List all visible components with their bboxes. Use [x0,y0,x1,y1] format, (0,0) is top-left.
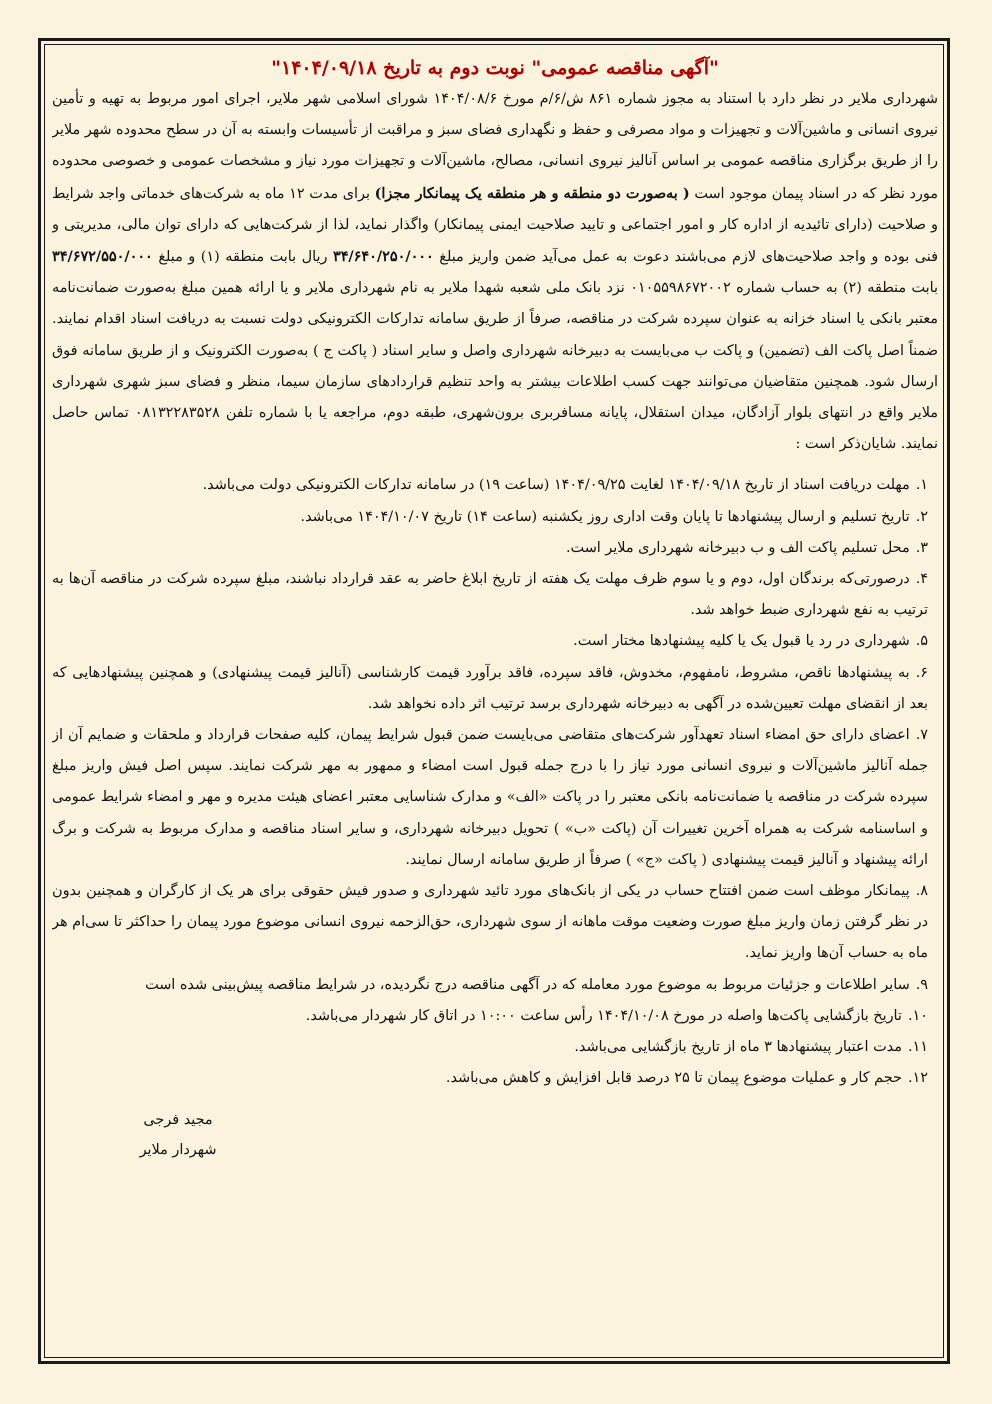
list-item [52,970,938,1001]
item-text: مدت اعتبار پیشنهادها ۳ ماه از تاریخ بازگشایی می‌باشد. [574,1039,902,1056]
intro-text-2: برای مدت ۱۲ ماه به شرکت‌های خدماتی واجد شرایط و صلاحیت (دارای تائیدیه از اداره کار و امور اجتماعی و تایید صلاحیت ایمنی پیمانکار) واگذار نماید، لذا از شرکت‌هایی که دارای توان مالی، مدیریتی و فنی بوده و واجد صلاحیت‌های لازم می‌باشند دعوت به عمل می‌آید ضمن واریز مبلغ [52,185,938,266]
list-item [52,1001,938,1032]
item-text: سایر اطلاعات و جزئیات مربوط به موضوع مورد معامله که در آگهی مناقصه درج نگردیده، در شرایط مناقصه پیش‌بینی شده است [145,976,910,993]
signer-name: مجید فرجی [143,1111,213,1128]
amount-region-1: ۳۴/۶۴۰/۲۵۰/۰۰۰ [332,248,434,266]
list-item [52,470,938,501]
list-item [52,876,938,970]
item-number: ۱۰. [907,1007,928,1024]
item-text: پیمانکار موظف است ضمن افتتاح حساب در یکی از بانک‌های مورد تائید شهرداری و صدور فیش حقوقی برای هر یک از کارگران و همچنین بدون در نظر گرفتن زمان واریز مبلغ صورت وضعیت موقت ماهانه از سوی شهرداری، حق‌الزحمه نیروی انسانی موضوع مورد پیمان را حداکثر تا سی‌ام هر ماه به حساب آن‌ها واریز نماید. [52,883,928,962]
intro-text-4: بابت منطقه (۲) به حساب شماره ۰۱۰۵۵۹۸۶۷۲۰۰۲ نزد بانک ملی شعبه شهدا ملایر به نام شهرداری ملایر و یا ارائه همین مبلغ به‌صورت ضمانت‌نامه معتبر بانکی یا اسناد خزانه به عنوان سپرده شرکت در مناقصه، صرفاً از طریق سامانه تدارکات الکترونیکی دولت نسبت به دریافت اسناد اقدام نمایند. ضمناً اصل پاکت الف (تضمین) و پاکت ب می‌بایست به دبیرخانه شهرداری واصل و سایر اسناد ( پاکت ج ) به‌صورت الکترونیک و از طریق سامانه فوق ارسال شود. همچنین متقاضیان می‌توانند جهت کسب اطلاعات بیشتر به واحد تنظیم قراردادهای سازمان سیما، منظر و فضای سبز شهری شهرداری ملایر واقع در انتهای بلوار آزادگان، میدان استقلال، پایانه مسافربری برون‌شهری، طبقه دوم، مراجعه یا با شماره تلفن ۰۸۱۳۲۲۸۳۵۲۸ تماس حاصل نمایند. شایان‌ذکر است : [52,280,938,453]
list-item [52,533,938,564]
signature-block [118,1105,238,1165]
amount-region-2: ۳۴/۶۷۲/۵۵۰/۰۰۰ [52,248,153,266]
item-text: تاریخ تسلیم و ارسال پیشنهادها تا پایان وقت اداری روز یکشنبه (ساعت ۱۴) تاریخ ۱۴۰۴/۱۰/۰۷ می‌باشد. [300,508,910,525]
item-text: مهلت دریافت اسناد از تاریخ ۱۴۰۴/۰۹/۱۸ لغایت ۱۴۰۴/۰۹/۲۵ (ساعت ۱۹) در سامانه تدارکات الکترونیکی دولت می‌باشد. [202,477,910,494]
item-number: ۵. [915,633,928,650]
intro-bold-note: ( به‌صورت دو منطقه و هر منطقه یک پیمانکار مجزا) [374,184,690,202]
item-number: ۹. [915,976,928,993]
list-item [52,658,938,720]
item-text: به پیشنهادها ناقص، مشروط، نامفهوم، مخدوش، فاقد سپرده، فاقد برآورد قیمت کارشناسی (آنالیز قیمت پیشنهادی) و همچنین پیشنهادهایی که بعد از انقضای مهلت تعیین‌شده در آگهی به دبیرخانه شهرداری برسد ترتیب اثر داده نخواهد شد. [52,664,928,712]
item-number: ۱۲. [907,1070,928,1087]
item-text: محل تسلیم پاکت الف و ب دبیرخانه شهرداری ملایر است. [565,539,910,556]
list-item [52,626,938,657]
notice-title: "آگهی مناقصه عمومی" نوبت دوم به تاریخ ۱۴۰۴/۰۹/۱۸" [271,57,719,79]
item-number: ۷. [915,727,928,744]
item-text: درصورتی‌که برندگان اول، دوم و یا سوم ظرف مهلت یک هفته از تاریخ ابلاغ حاضر به عقد قرارداد نباشند، مبلغ سپرده شرکت در مناقصه آن‌ها به ترتیب به نفع شهرداری ضبط خواهد شد. [52,571,928,619]
item-number: ۱۱. [907,1039,928,1056]
list-item [52,1032,938,1063]
item-number: ۴. [915,571,928,588]
item-text: شهرداری در رد یا قبول یک یا کلیه پیشنهادها مختار است. [573,633,910,650]
intro-paragraph [52,84,938,460]
intro-text-3: ریال بابت منطقه (۱) و مبلغ [158,249,328,266]
item-number: ۳. [915,539,928,556]
item-number: ۱. [915,477,928,494]
item-text: تاریخ بازگشایی پاکت‌ها واصله در مورخ ۱۴۰۴/۱۰/۰۸ رأس ساعت ۱۰:۰۰ در اتاق کار شهردار می‌باشد. [305,1007,902,1024]
list-item [52,502,938,533]
item-number: ۲. [915,508,928,525]
list-item [52,1063,938,1094]
tender-notice [52,50,938,1350]
signer-position: شهردار ملایر [139,1141,217,1158]
item-text: حجم کار و عملیات موضوع پیمان تا ۲۵ درصد قابل افزایش و کاهش می‌باشد. [445,1070,902,1087]
list-item [52,720,938,876]
list-item [52,564,938,626]
intro-text-1: شهرداری ملایر در نظر دارد با استناد به مجوز شماره ۸۶۱ ش/۶/م مورخ ۱۴۰۴/۰۸/۶ شورای اسلامی شهر ملایر، اجرای امور مربوط به تهیه و تأمین نیروی انسانی و ماشین‌آلات و تجهیزات و مواد مصرفی و حفظ و نگهداری فضای سبز و مراقبت از تأسیسات وابسته به آن در سطح محدوده شهر ملایر را از طریق برگزاری مناقصه عمومی بر اساس آنالیز نیروی انسانی، مصالح، ماشین‌آلات و تجهیزات مورد نیاز و مشخصات عمومی و خصوصی محدوده مورد نظر که در اسناد پیمان موجود است [52,91,938,202]
item-number: ۶. [915,664,928,681]
item-text: اعضای دارای حق امضاء اسناد تعهدآور شرکت‌های متقاضی می‌بایست ضمن قبول شرایط پیمان، کلیه صفحات قرارداد و ملحقات و ضمایم آن از جمله آنالیز ماشین‌آلات و نیروی انسانی مورد نیاز را با درج جمله قبول است امضاء و ممهور به مهر شرکت نمایند. سپس اصل فیش واریز مبلغ سپرده شرکت در مناقصه یا ضمانت‌نامه بانکی معتبر را در پاکت «الف» و مدارک شناسایی معتبر اعضای هیئت مدیره و مهر و امضاء شرایط عمومی و اساسنامه شرکت به همراه آخرین تغییرات آن (پاکت «ب» ) تحویل دبیرخانه شهرداری، و سایر اسناد مناقصه و مدارک مربوط به شرکت و برگ ارائه پیشنهاد و آنالیز قیمت پیشنهادی ( پاکت «ج» ) صرفاً از طریق سامانه ارسال نمایند. [52,727,928,868]
conditions-list [52,470,938,1094]
item-number: ۸. [915,883,928,900]
